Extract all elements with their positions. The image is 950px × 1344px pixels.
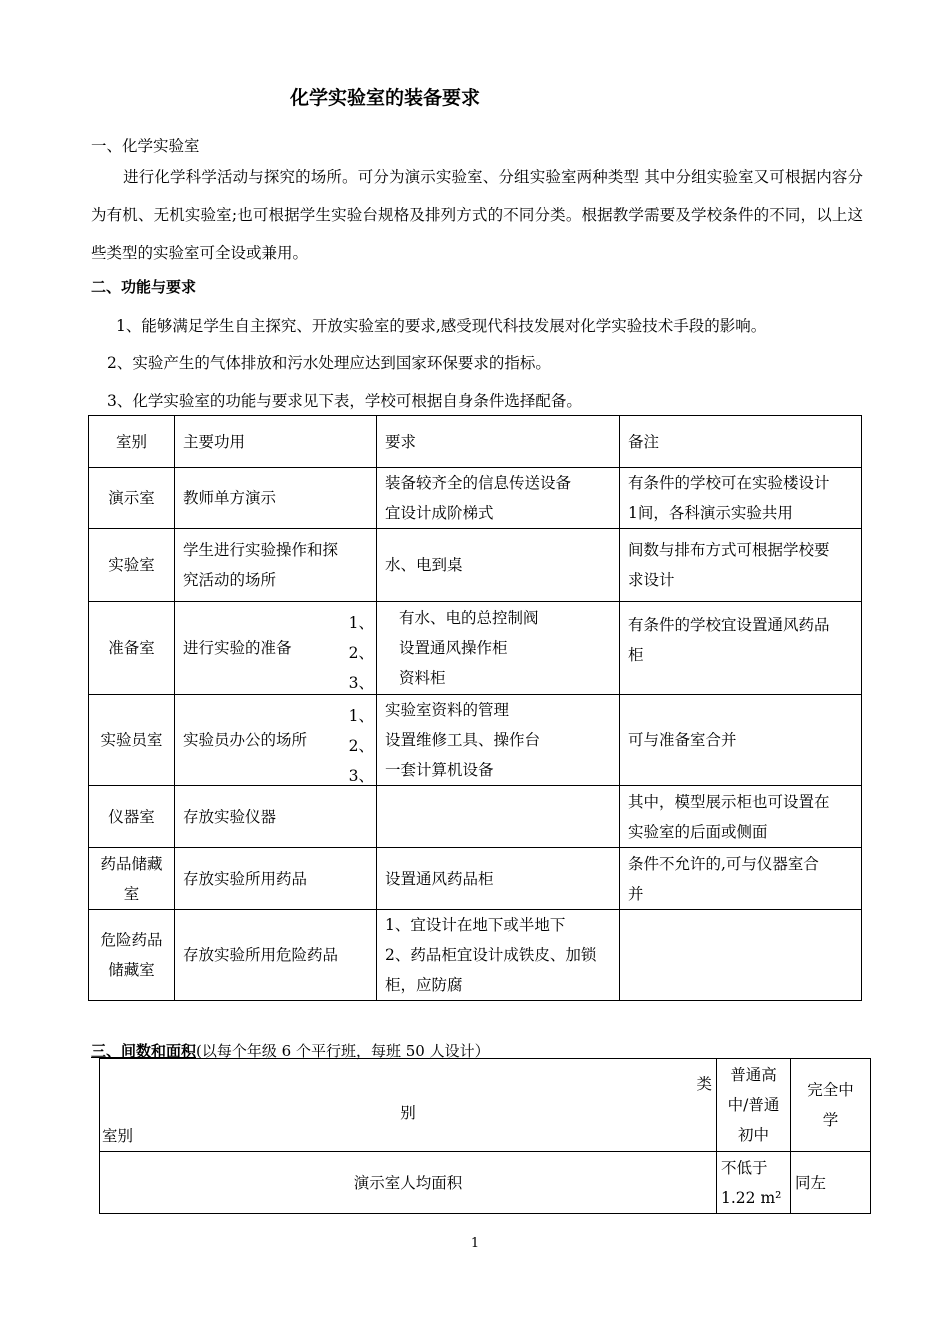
row-value-2: 同左 (791, 1152, 871, 1214)
use-cell: 教师单方演示 (175, 468, 377, 529)
room-cell: 演示室 (89, 468, 175, 529)
header-line: 初中 (737, 1126, 769, 1144)
table-row (89, 529, 862, 602)
req-cell (377, 786, 620, 848)
header-school-type-2 (791, 1059, 871, 1152)
req-line: 有水、电的总控制阀 (399, 609, 539, 627)
use-cell (175, 695, 377, 786)
note-line: 求设计 (628, 571, 675, 589)
header-room-label: 室别 (102, 1127, 134, 1145)
req-number: 1、 (348, 614, 374, 632)
section1-paragraph (91, 158, 863, 272)
header-room: 室别 (89, 416, 175, 468)
use-cell: 存放实验所用危险药品 (175, 910, 377, 1001)
req-cell: 设置通风药品柜 (377, 848, 620, 910)
table-row (89, 468, 862, 529)
note-line: 条件不允许的,可与仪器室合 (628, 854, 819, 873)
room-line: 药品储藏 (100, 854, 163, 873)
table-row (89, 602, 862, 695)
use-line: 学生进行实验操作和探 (183, 541, 339, 559)
header-note: 备注 (620, 416, 862, 468)
use-cell (175, 602, 377, 695)
req-number-column (349, 701, 374, 791)
room-line: 危险药品 (100, 931, 163, 949)
room-cell: 准备室 (89, 602, 175, 695)
use-cell: 存放实验仪器 (175, 786, 377, 848)
room-cell: 实验室 (89, 529, 175, 602)
value-line: 1.22 m² (721, 1188, 782, 1207)
req-number: 2、 (348, 737, 374, 755)
row-label: 演示室人均面积 (100, 1152, 717, 1214)
header-line: 普通高 (730, 1066, 777, 1084)
req-line: 设置通风操作柜 (399, 639, 508, 657)
diagonal-header (100, 1059, 716, 1151)
table-row (89, 848, 862, 910)
room-line: 储藏室 (108, 961, 155, 979)
room-line: 室 (123, 884, 140, 903)
note-cell (620, 910, 862, 1001)
req-line: 宜设计成阶梯式 (385, 504, 494, 522)
req-line: 装备较齐全的信息传送设备 (385, 474, 572, 492)
req-number-column (349, 608, 374, 698)
page-number: 1 (470, 1236, 480, 1251)
note-line: 实验室的后面或侧面 (628, 822, 768, 841)
table-header-row (89, 416, 862, 468)
document-title: 化学实验室的装备要求 (289, 87, 480, 109)
section2-item-1: 1、能够满足学生自主探究、开放实验室的要求,感受现代科技发展对化学实验技术手段的影响。 (116, 317, 767, 335)
row-value-1 (717, 1152, 791, 1214)
use-cell (175, 529, 377, 602)
header-line: 完全中 (807, 1081, 854, 1099)
table-header-row (100, 1059, 871, 1152)
use-cell: 存放实验所用药品 (175, 848, 377, 910)
req-number: 3、 (348, 767, 374, 785)
note-line: 并 (628, 884, 644, 903)
req-cell (377, 602, 620, 695)
req-line: 实验室资料的管理 (385, 701, 510, 719)
room-cell (89, 848, 175, 910)
req-cell (377, 910, 620, 1001)
use-line: 究活动的场所 (183, 571, 277, 589)
req-line: 一套计算机设备 (385, 761, 494, 779)
req-line: 柜，应防腐 (385, 976, 463, 994)
section2-heading: 二、功能与要求 (91, 278, 197, 296)
header-category-char2: 别 (400, 1104, 416, 1122)
section1-paragraph-text: 进行化学科学活动与探究的场所。可分为演示实验室、分组实验室两种类型 其中分组实验室又可根据内容分为有机、无机实验室;也可根据学生实验台规格及排列方式的不同分类。根据教学需要及学校条件的不同，以上这些类型的实验室可全设或兼用。 (91, 168, 863, 262)
use-text: 进行实验的准备 (183, 639, 292, 657)
function-requirements-table (88, 415, 862, 1001)
section1-heading: 一、化学实验室 (91, 137, 200, 155)
note-line: 其中，模型展示柜也可设置在 (628, 792, 830, 811)
section3-note: (以每个年级 6 个平行班，每班 50 人设计） (196, 1042, 490, 1060)
req-line: 设置维修工具、操作台 (385, 731, 541, 749)
note-line: 1间，各科演示实验共用 (628, 504, 793, 522)
req-line: 1、宜设计在地下或半地下 (385, 916, 566, 934)
note-cell (620, 602, 862, 695)
use-text: 实验员办公的场所 (183, 731, 308, 749)
section3-heading-bold: 三、间数和面积 (91, 1042, 197, 1060)
note-cell: 可与准备室合并 (620, 695, 862, 786)
req-number: 2、 (348, 644, 374, 662)
header-line: 学 (822, 1111, 839, 1129)
note-line: 柜 (628, 646, 644, 664)
header-use: 主要功用 (175, 416, 377, 468)
value-line: 不低于 (721, 1158, 768, 1177)
section2-item-3: 3、化学实验室的功能与要求见下表，学校可根据自身条件选择配备。 (107, 392, 582, 410)
req-cell (377, 695, 620, 786)
note-line: 有条件的学校可在实验楼设计 (628, 474, 830, 492)
room-cell: 实验员室 (89, 695, 175, 786)
table-row (100, 1152, 871, 1214)
note-line: 间数与排布方式可根据学校要 (628, 541, 830, 559)
header-req: 要求 (377, 416, 620, 468)
note-cell (620, 848, 862, 910)
table-row (89, 910, 862, 1001)
req-line: 资料柜 (399, 669, 446, 687)
req-number: 1、 (348, 707, 374, 725)
note-cell (620, 529, 862, 602)
req-number: 3、 (348, 674, 374, 692)
section2-item-2: 2、实验产生的气体排放和污水处理应达到国家环保要求的指标。 (107, 354, 551, 372)
room-cell: 仪器室 (89, 786, 175, 848)
diagonal-header-cell (100, 1059, 717, 1152)
header-school-type-1 (717, 1059, 791, 1152)
header-line: 中/普通 (727, 1096, 780, 1114)
req-cell: 水、电到桌 (377, 529, 620, 602)
table-row (89, 695, 862, 786)
req-line: 2、药品柜宜设计成铁皮、加锁 (385, 946, 597, 964)
req-cell (377, 468, 620, 529)
room-cell (89, 910, 175, 1001)
rooms-area-table (99, 1058, 871, 1214)
note-cell (620, 786, 862, 848)
header-category-char: 类 (696, 1075, 712, 1093)
note-cell (620, 468, 862, 529)
table-row (89, 786, 862, 848)
note-line: 有条件的学校宜设置通风药品 (628, 616, 830, 634)
